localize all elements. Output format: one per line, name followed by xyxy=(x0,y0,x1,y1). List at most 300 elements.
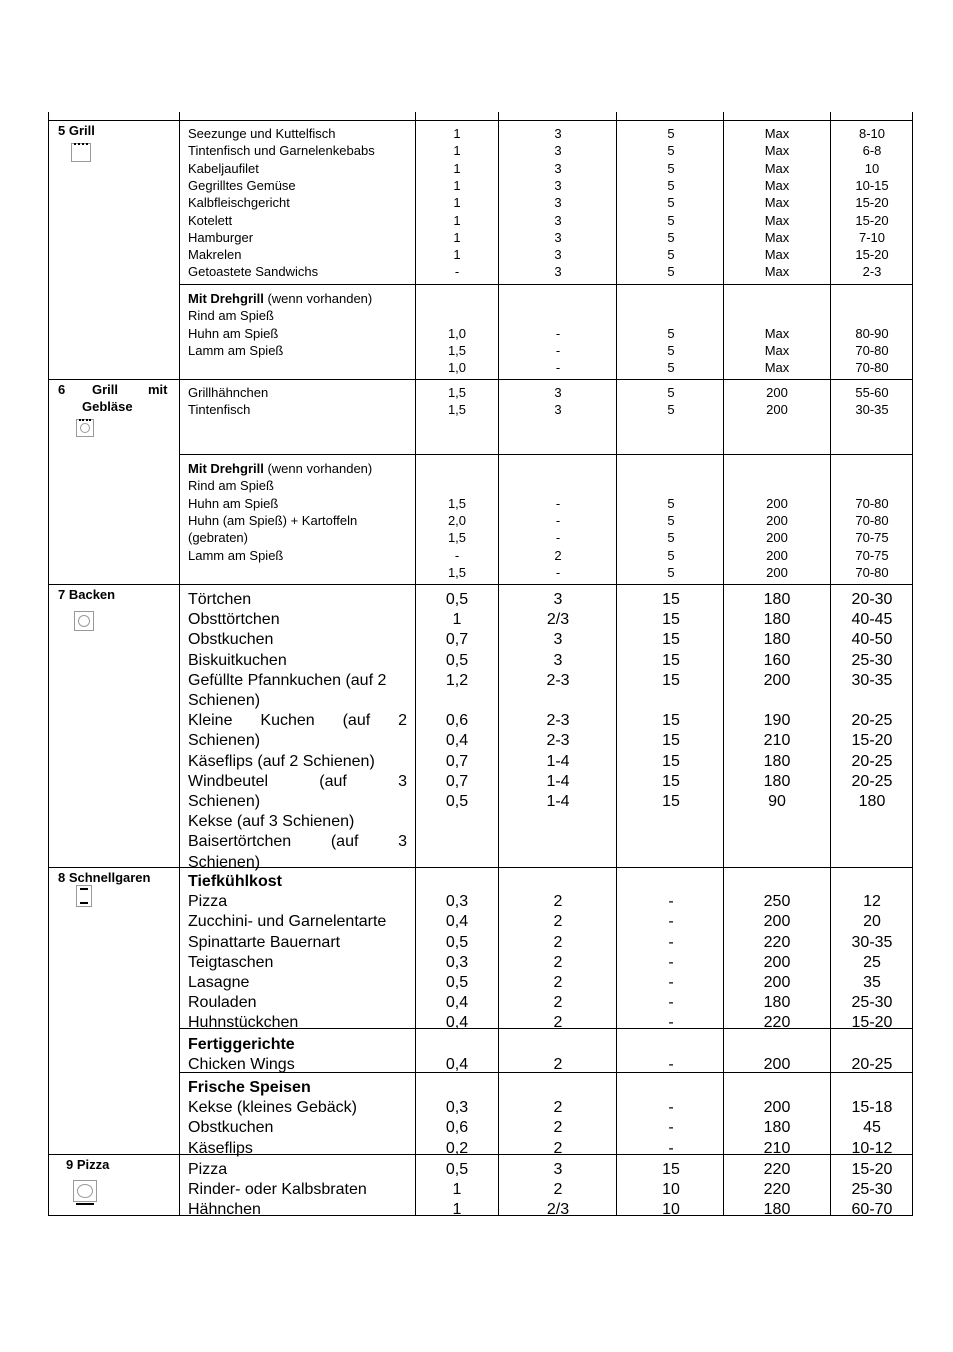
column-tick xyxy=(723,112,724,120)
time-value: 45 xyxy=(863,1119,881,1137)
time-value: 20-25 xyxy=(851,1056,893,1074)
weight-value: 1 xyxy=(453,143,461,159)
weight-value: 1 xyxy=(453,212,461,228)
dish-name: Tintenfisch und Garnelenkebabs xyxy=(188,143,375,159)
temperature-value: 250 xyxy=(763,893,791,911)
weight-value: 0,7 xyxy=(445,631,469,649)
temperature-value: 180 xyxy=(763,591,791,608)
dish-name xyxy=(188,774,407,790)
temperature-value: Max xyxy=(764,229,790,245)
pizza-icon xyxy=(73,1180,97,1202)
weight-value: 1,0 xyxy=(447,325,467,341)
temperature-value: Max xyxy=(764,195,790,211)
dish-name: Schienen) xyxy=(188,853,261,871)
temperature-value: 180 xyxy=(763,772,791,790)
shelf-value: 2/3 xyxy=(546,1201,570,1219)
dish-name: Huhn am Spieß xyxy=(188,495,279,511)
dish-name-word: Windbeutel xyxy=(188,772,269,790)
preheat-value: 5 xyxy=(667,160,675,176)
dish-name-word: Kuchen xyxy=(260,712,315,730)
weight-value: 0,4 xyxy=(445,1014,469,1032)
temperature-value: 200 xyxy=(763,671,791,689)
dish-name: Lamm am Spieß xyxy=(188,342,284,358)
shelf-value: 2 xyxy=(553,994,563,1012)
weight-value: 1,5 xyxy=(447,495,467,511)
fan-bake-icon xyxy=(74,611,94,631)
shelf-value: 1-4 xyxy=(546,772,570,790)
group-rule xyxy=(179,454,913,455)
shelf-value: 3 xyxy=(553,631,563,649)
shelf-value: 3 xyxy=(553,591,563,608)
shelf-value: 2 xyxy=(553,1119,563,1137)
shelf-value: 2-3 xyxy=(546,712,570,730)
weight-value: 1 xyxy=(453,177,461,193)
dish-name: Spinattarte Bauernart xyxy=(188,933,341,951)
dish-name: Schienen) xyxy=(188,793,261,810)
time-value: 10 xyxy=(864,160,880,176)
shelf-value: 3 xyxy=(554,247,562,263)
preheat-value: 15 xyxy=(662,591,680,608)
shelf-value: - xyxy=(555,512,561,528)
dish-name: Rind am Spieß xyxy=(188,308,274,324)
preheat-value: - xyxy=(668,893,674,911)
temperature-value: 200 xyxy=(766,385,788,400)
weight-value: 1 xyxy=(453,229,461,245)
shelf-value: 2 xyxy=(553,974,563,991)
dish-name-word: 3 xyxy=(398,772,407,790)
weight-value: - xyxy=(454,264,460,280)
temperature-value: 190 xyxy=(763,712,791,730)
dish-name: Tintenfisch xyxy=(188,402,251,418)
time-value: 25 xyxy=(863,953,881,971)
temperature-value: Max xyxy=(764,342,790,358)
temperature-value: 180 xyxy=(763,752,791,770)
column-tick xyxy=(415,112,416,120)
section-label: 7 Backen xyxy=(58,587,116,602)
dish-name: Kekse (auf 3 Schienen) xyxy=(188,813,355,831)
shelf-value: 3 xyxy=(553,1161,563,1178)
dish-name: Pizza xyxy=(188,1161,228,1178)
shelf-value: 2 xyxy=(553,913,563,931)
shelf-value: 2 xyxy=(553,1099,563,1117)
time-value: 70-80 xyxy=(855,360,889,376)
dish-name-word: (auf xyxy=(330,833,359,851)
time-value: 8-10 xyxy=(858,126,886,141)
temperature-value: 180 xyxy=(763,611,791,629)
time-value: 20-30 xyxy=(851,591,893,608)
weight-value: 0,5 xyxy=(445,974,469,991)
dish-name: (gebraten) xyxy=(188,530,248,546)
weight-value: 1,5 xyxy=(447,530,467,546)
dish-name: Gegrilltes Gemüse xyxy=(188,177,296,193)
shelf-value: 2-3 xyxy=(546,732,570,750)
time-value: 10-15 xyxy=(855,177,889,193)
dish-name: Rouladen xyxy=(188,994,257,1012)
temperature-value: 220 xyxy=(763,933,791,951)
temperature-value: 210 xyxy=(763,1139,791,1157)
dish-name: Makrelen xyxy=(188,247,242,263)
temperature-value: 200 xyxy=(766,530,788,546)
table-border xyxy=(48,120,49,1215)
preheat-value: - xyxy=(668,1139,674,1157)
dish-name: Rind am Spieß xyxy=(188,478,274,494)
dish-name: Kalbfleischgericht xyxy=(188,195,290,211)
weight-value: 1 xyxy=(452,611,462,629)
preheat-value: 5 xyxy=(667,143,675,159)
weight-value: 0,4 xyxy=(445,994,469,1012)
section-label: 9 Pizza xyxy=(66,1157,110,1172)
section-label: Gebläse xyxy=(82,399,133,414)
dish-name: Obsttörtchen xyxy=(188,611,280,629)
time-value: 15-18 xyxy=(851,1099,893,1117)
time-value: 55-60 xyxy=(855,385,889,400)
dish-name: Chicken Wings xyxy=(188,1056,295,1074)
dish-name: Biskuitkuchen xyxy=(188,651,287,669)
preheat-value: - xyxy=(668,953,674,971)
shelf-value: 3 xyxy=(554,143,562,159)
section-label: mit xyxy=(148,382,168,397)
dish-name: Obstkuchen xyxy=(188,1119,274,1137)
time-value: 70-80 xyxy=(855,342,889,358)
column-tick xyxy=(498,112,499,120)
preheat-value: 15 xyxy=(662,712,680,730)
weight-value: 0,3 xyxy=(445,893,469,911)
section-label: 8 Schnellgaren xyxy=(58,870,151,885)
shelf-value: 3 xyxy=(554,264,562,280)
section-label: 5 Grill xyxy=(58,123,95,138)
temperature-value: Max xyxy=(764,325,790,341)
temperature-value: 200 xyxy=(763,953,791,971)
time-value: 30-35 xyxy=(851,933,893,951)
dish-name-word: (auf xyxy=(342,712,371,730)
dish-name: Gefüllte Pfannkuchen (auf 2 xyxy=(188,671,387,689)
shelf-value: - xyxy=(555,325,561,341)
preheat-value: 15 xyxy=(662,772,680,790)
shelf-value: 2 xyxy=(553,1139,563,1157)
weight-value: 2,0 xyxy=(447,512,467,528)
preheat-value: 5 xyxy=(667,212,675,228)
group-heading: Fertiggerichte xyxy=(188,1036,295,1053)
preheat-value: 5 xyxy=(667,385,675,400)
time-value: 12 xyxy=(863,893,881,911)
temperature-value: Max xyxy=(764,360,790,376)
dish-name xyxy=(188,834,407,850)
shelf-value: - xyxy=(555,564,561,580)
preheat-value: 15 xyxy=(662,752,680,770)
group-rule xyxy=(179,284,913,285)
dish-name-word: 3 xyxy=(398,833,407,851)
dish-name-word: 2 xyxy=(398,712,407,730)
weight-value: 0,5 xyxy=(445,933,469,951)
preheat-value: 5 xyxy=(667,177,675,193)
dish-name: Käseflips xyxy=(188,1139,253,1157)
section-rule xyxy=(48,379,913,380)
column-tick xyxy=(48,112,49,120)
group-heading: Tiefkühlkost xyxy=(188,873,282,890)
preheat-value: 5 xyxy=(667,530,675,546)
weight-value: 1,5 xyxy=(447,385,467,400)
shelf-value: 2 xyxy=(553,953,563,971)
time-value: 60-70 xyxy=(851,1201,893,1219)
weight-value: 1 xyxy=(453,195,461,211)
weight-value: 1,5 xyxy=(447,564,467,580)
shelf-value: - xyxy=(555,342,561,358)
grill-icon xyxy=(71,143,91,162)
time-value: 7-10 xyxy=(858,229,886,245)
dish-name: Huhnstückchen xyxy=(188,1014,299,1032)
shelf-value: 1-4 xyxy=(546,793,570,810)
temperature-value: Max xyxy=(764,160,790,176)
temperature-value: Max xyxy=(764,247,790,263)
weight-value: 0,5 xyxy=(445,591,469,608)
shelf-value: - xyxy=(555,530,561,546)
dish-name: Schienen) xyxy=(188,692,261,709)
dish-name: Pizza xyxy=(188,893,228,911)
time-value: 35 xyxy=(863,974,881,991)
section-rule xyxy=(48,584,913,585)
shelf-value: 3 xyxy=(554,195,562,211)
temperature-value: 210 xyxy=(763,732,791,750)
temperature-value: 200 xyxy=(766,547,788,563)
time-value: 2-3 xyxy=(862,264,882,280)
temperature-value: 200 xyxy=(766,495,788,511)
quick-cook-icon xyxy=(76,885,92,907)
dish-name: Kotelett xyxy=(188,212,233,228)
preheat-value: - xyxy=(668,994,674,1012)
dish-name: Kabeljaufilet xyxy=(188,160,259,176)
weight-value: 1,5 xyxy=(447,342,467,358)
temperature-value: 200 xyxy=(763,913,791,931)
dish-name: Kekse (kleines Gebäck) xyxy=(188,1099,357,1117)
time-value: 70-75 xyxy=(855,530,889,546)
dish-name: Hähnchen xyxy=(188,1201,261,1219)
weight-value: 1,0 xyxy=(447,360,467,376)
preheat-value: 5 xyxy=(667,342,675,358)
time-value: 30-35 xyxy=(851,671,893,689)
preheat-value: 10 xyxy=(662,1181,680,1199)
shelf-value: 2/3 xyxy=(546,611,570,629)
temperature-value: 200 xyxy=(763,974,791,991)
temperature-value: 180 xyxy=(763,994,791,1012)
weight-value: 1 xyxy=(452,1201,462,1219)
shelf-value: 2-3 xyxy=(546,671,570,689)
weight-value: 0,7 xyxy=(445,772,469,790)
group-heading: Mit Drehgrill (wenn vorhanden) xyxy=(188,291,373,306)
preheat-value: - xyxy=(668,1119,674,1137)
time-value: 30-35 xyxy=(855,402,889,418)
weight-value: 1 xyxy=(452,1181,462,1199)
time-value: 6-8 xyxy=(862,143,882,159)
shelf-value: 3 xyxy=(554,177,562,193)
time-value: 80-90 xyxy=(855,325,889,341)
time-value: 15-20 xyxy=(851,1014,893,1032)
weight-value: 0,5 xyxy=(445,651,469,669)
shelf-value: 2 xyxy=(553,933,563,951)
shelf-value: 3 xyxy=(554,126,562,141)
time-value: 15-20 xyxy=(851,732,893,750)
preheat-value: - xyxy=(668,1099,674,1117)
time-value: 25-30 xyxy=(851,994,893,1012)
dish-name: Lamm am Spieß xyxy=(188,547,284,563)
weight-value: 0,3 xyxy=(445,1099,469,1117)
weight-value: 0,3 xyxy=(445,953,469,971)
time-value: 15-20 xyxy=(855,195,889,211)
weight-value: 0,5 xyxy=(445,793,469,810)
temperature-value: 200 xyxy=(766,402,788,418)
time-value: 15-20 xyxy=(855,247,889,263)
group-heading: Frische Speisen xyxy=(188,1079,311,1096)
time-value: 20 xyxy=(863,913,881,931)
preheat-value: 5 xyxy=(667,564,675,580)
preheat-value: 5 xyxy=(667,229,675,245)
group-heading: Mit Drehgrill (wenn vorhanden) xyxy=(188,461,373,476)
time-value: 15-20 xyxy=(855,212,889,228)
column-tick xyxy=(179,112,180,120)
time-value: 70-80 xyxy=(855,495,889,511)
time-value: 25-30 xyxy=(851,651,893,669)
temperature-value: Max xyxy=(764,126,790,141)
weight-value: 1 xyxy=(453,160,461,176)
preheat-value: 5 xyxy=(667,547,675,563)
shelf-value: 2 xyxy=(554,547,562,563)
weight-value: 1,5 xyxy=(447,402,467,418)
temperature-value: 90 xyxy=(768,793,786,810)
weight-value: 1 xyxy=(453,247,461,263)
preheat-value: 5 xyxy=(667,402,675,418)
column-tick xyxy=(616,112,617,120)
weight-value: 0,5 xyxy=(445,1161,469,1178)
preheat-value: - xyxy=(668,1014,674,1032)
section-rule xyxy=(48,867,913,868)
temperature-value: 200 xyxy=(766,564,788,580)
weight-value: - xyxy=(454,547,460,563)
time-value: 10-12 xyxy=(851,1139,893,1157)
shelf-value: 3 xyxy=(554,212,562,228)
temperature-value: 180 xyxy=(763,1119,791,1137)
temperature-value: 160 xyxy=(763,651,791,669)
temperature-value: 220 xyxy=(763,1181,791,1199)
time-value: 180 xyxy=(858,793,886,810)
shelf-value: 1-4 xyxy=(546,752,570,770)
preheat-value: 5 xyxy=(667,512,675,528)
preheat-value: 5 xyxy=(667,264,675,280)
dish-name: Käseflips (auf 2 Schienen) xyxy=(188,752,375,770)
shelf-value: 3 xyxy=(553,651,563,669)
weight-value: 0,6 xyxy=(445,712,469,730)
temperature-value: Max xyxy=(764,212,790,228)
dish-name: Lasagne xyxy=(188,974,250,991)
dish-name: Getoastete Sandwichs xyxy=(188,264,319,280)
shelf-value: 2 xyxy=(553,1181,563,1199)
preheat-value: - xyxy=(668,933,674,951)
preheat-value: 15 xyxy=(662,651,680,669)
dish-name: Huhn am Spieß xyxy=(188,325,279,341)
time-value: 70-80 xyxy=(855,512,889,528)
preheat-value: 5 xyxy=(667,126,675,141)
preheat-value: - xyxy=(668,1056,674,1074)
preheat-value: 5 xyxy=(667,495,675,511)
preheat-value: 5 xyxy=(667,325,675,341)
weight-value: 1 xyxy=(453,126,461,141)
time-value: 70-80 xyxy=(855,564,889,580)
column-tick xyxy=(830,112,831,120)
temperature-value: 220 xyxy=(763,1161,791,1178)
dish-name: Huhn (am Spieß) + Kartoffeln xyxy=(188,512,358,528)
shelf-value: 3 xyxy=(554,385,562,400)
weight-value: 0,4 xyxy=(445,1056,469,1074)
section-rule xyxy=(48,120,913,121)
temperature-value: Max xyxy=(764,264,790,280)
preheat-value: 15 xyxy=(662,732,680,750)
preheat-value: 15 xyxy=(662,671,680,689)
temperature-value: 180 xyxy=(763,631,791,649)
preheat-value: 5 xyxy=(667,360,675,376)
shelf-value: 3 xyxy=(554,402,562,418)
dish-name: Obstkuchen xyxy=(188,631,274,649)
time-value: 25-30 xyxy=(851,1181,893,1199)
dish-name: Rinder- oder Kalbsbraten xyxy=(188,1181,367,1199)
preheat-value: 15 xyxy=(662,793,680,810)
preheat-value: 15 xyxy=(662,1161,680,1178)
time-value: 20-25 xyxy=(851,752,893,770)
section-label: 6 xyxy=(58,382,66,397)
temperature-value: 200 xyxy=(763,1099,791,1117)
dish-name: Grillhähnchen xyxy=(188,385,269,400)
shelf-value: 2 xyxy=(553,1014,563,1032)
temperature-value: 200 xyxy=(763,1056,791,1074)
temperature-value: 180 xyxy=(763,1201,791,1219)
shelf-value: 2 xyxy=(553,1056,563,1074)
fan-grill-icon xyxy=(76,419,94,437)
column-tick xyxy=(912,112,913,120)
weight-value: 0,7 xyxy=(445,752,469,770)
dish-name-word: Kleine xyxy=(188,712,233,730)
dish-name: Seezunge und Kuttelfisch xyxy=(188,126,336,141)
time-value: 20-25 xyxy=(851,712,893,730)
weight-value: 0,4 xyxy=(445,913,469,931)
time-value: 20-25 xyxy=(851,772,893,790)
time-value: 15-20 xyxy=(851,1161,893,1178)
shelf-value: 3 xyxy=(554,229,562,245)
preheat-value: 5 xyxy=(667,195,675,211)
dish-name: Schienen) xyxy=(188,732,261,750)
preheat-value: 15 xyxy=(662,631,680,649)
dish-name: Hamburger xyxy=(188,229,254,245)
dish-name-word: Baisertörtchen xyxy=(188,833,292,851)
shelf-value: 2 xyxy=(553,893,563,911)
dish-name xyxy=(188,713,407,729)
time-value: 40-50 xyxy=(851,631,893,649)
weight-value: 0,4 xyxy=(445,732,469,750)
preheat-value: 15 xyxy=(662,611,680,629)
temperature-value: Max xyxy=(764,143,790,159)
temperature-value: Max xyxy=(764,177,790,193)
time-value: 70-75 xyxy=(855,547,889,563)
temperature-value: 200 xyxy=(766,512,788,528)
preheat-value: 5 xyxy=(667,247,675,263)
shelf-value: - xyxy=(555,360,561,376)
dish-name: Törtchen xyxy=(188,591,252,608)
preheat-value: - xyxy=(668,913,674,931)
weight-value: 0,2 xyxy=(445,1139,469,1157)
weight-value: 1,2 xyxy=(445,671,469,689)
shelf-value: - xyxy=(555,495,561,511)
preheat-value: - xyxy=(668,974,674,991)
shelf-value: 3 xyxy=(554,160,562,176)
dish-name-word: (auf xyxy=(319,772,347,790)
dish-name: Zucchini- und Garnelentarte xyxy=(188,913,387,931)
preheat-value: 10 xyxy=(662,1201,680,1219)
